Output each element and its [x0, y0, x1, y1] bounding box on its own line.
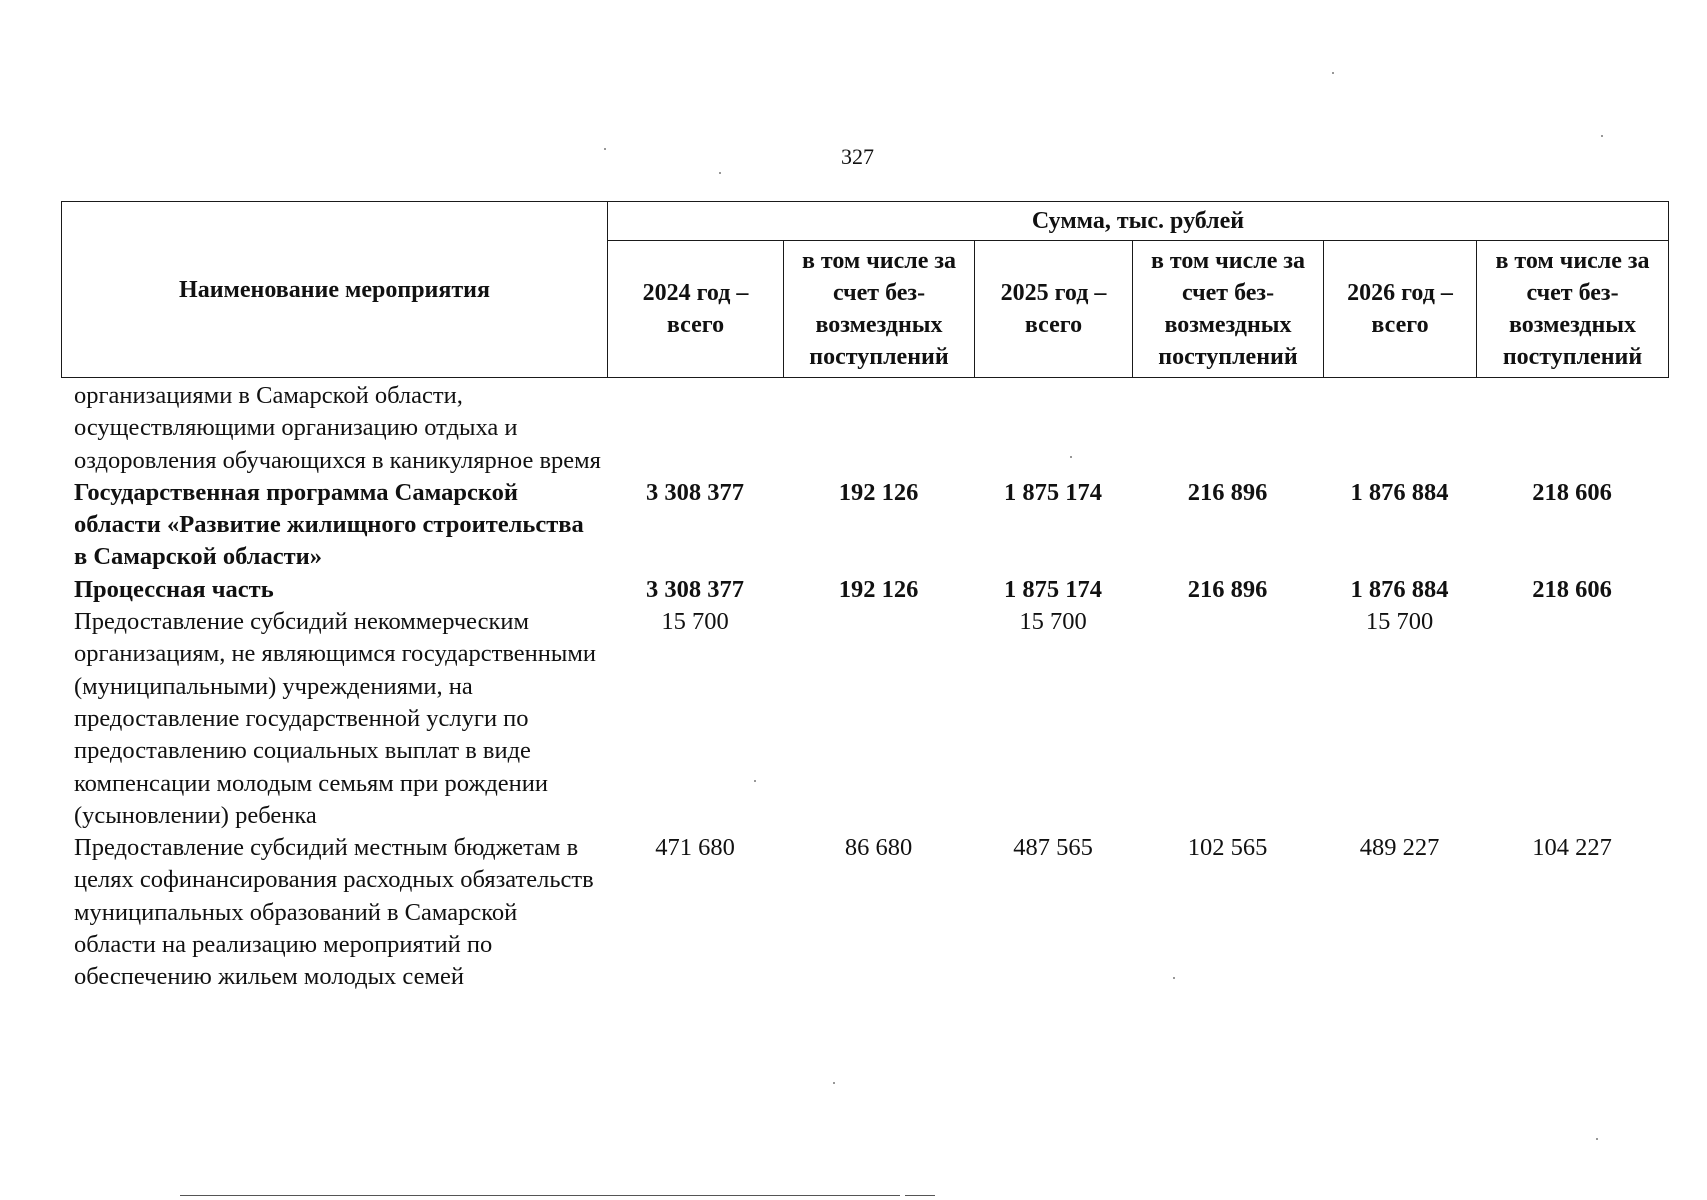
row-name: Предоставление субсидий местным бюджетам в целях софинансирования расходных обязательств муниципальных образований в Самарской области на реализацию мероприятий по обеспечению жильем молодых семей — [74, 834, 594, 991]
row-value-2026-total: 489 227 — [1359, 834, 1440, 862]
header-col-2025-total: 2025 год – всего — [975, 241, 1133, 378]
table-row — [61, 832, 1668, 993]
row-value-2025-grants — [1132, 380, 1323, 477]
row-value-2026-grants — [1476, 380, 1668, 477]
row-value-2025-total: 1 875 174 — [1004, 478, 1102, 506]
row-value-2026-total: 1 876 884 — [1350, 575, 1449, 603]
row-value-2026-grants: 104 227 — [1532, 834, 1612, 862]
row-value-2025-grants: 216 896 — [1187, 575, 1268, 603]
row-value-2025-total: 15 700 — [1019, 608, 1087, 636]
row-value-2024-total — [607, 380, 783, 477]
table-row — [61, 380, 1668, 477]
row-value-2026-total: 1 876 884 — [1350, 478, 1449, 506]
header-col-2024-total: 2024 год – всего — [608, 241, 784, 378]
row-value-2026-total: 15 700 — [1365, 608, 1434, 636]
row-name: Государственная программа Самарской области «Развитие жилищного строительства в Самарской области» — [74, 478, 584, 571]
row-name: Процессная часть — [74, 575, 274, 603]
scan-speck — [1601, 135, 1603, 137]
header-name-column: Наименование мероприятия — [62, 202, 608, 378]
row-value-2025-total — [974, 380, 1132, 477]
header-col-2025-grants: в том числе за счет без-возмездных поступлений — [1133, 241, 1324, 378]
header-col-2026-total: 2026 год – всего — [1324, 241, 1477, 378]
header-col-2026-grants: в том числе за счет без-возмездных поступлений — [1477, 241, 1669, 378]
row-value-2025-grants — [1132, 606, 1323, 832]
row-value-2025-grants: 102 565 — [1187, 834, 1268, 862]
row-value-2024-grants — [783, 606, 974, 832]
table-body — [61, 380, 1668, 994]
row-value-2025-total: 487 565 — [1013, 834, 1093, 862]
row-value-2024-grants: 192 126 — [838, 478, 919, 506]
row-value-2026-grants — [1476, 606, 1668, 832]
scan-speck — [833, 1082, 835, 1084]
row-name: организациями в Самарской области, осуществляющими организацию отдыха и оздоровления обучающихся в каникулярное время — [74, 382, 601, 474]
table-row — [61, 477, 1668, 574]
row-value-2024-grants — [783, 380, 974, 477]
scan-speck — [754, 780, 756, 782]
row-value-2024-total: 471 680 — [655, 834, 735, 862]
row-name: Предоставление субсидий некоммерческим организациям, не являющимся государственными (муниципальными) учреждениями, на предоставление государственной услуги по предоставлению социальных выплат в виде компенсации молодым семьям при рождении (усыновлении) ребенка — [74, 608, 596, 829]
scan-speck — [1173, 977, 1175, 979]
table-header — [61, 201, 1669, 378]
row-value-2026-grants: 218 606 — [1532, 478, 1612, 506]
scan-speck — [1596, 1138, 1598, 1140]
row-value-2025-total: 1 875 174 — [1004, 575, 1102, 603]
row-value-2026-total — [1323, 380, 1476, 477]
scan-speck — [604, 148, 606, 150]
row-value-2024-grants: 192 126 — [838, 575, 919, 603]
header-sum-group: Сумма, тыс. рублей — [608, 202, 1669, 241]
row-value-2024-total: 3 308 377 — [646, 478, 744, 506]
page-number: 327 — [841, 144, 874, 169]
header-col-2024-grants: в том числе за счет без-возмездных поступлений — [784, 241, 975, 378]
scan-speck — [719, 172, 721, 174]
scan-speck — [1332, 72, 1334, 74]
table-row — [61, 606, 1668, 832]
scan-speck — [1070, 456, 1072, 458]
row-value-2026-grants: 218 606 — [1532, 575, 1612, 603]
row-value-2024-grants: 86 680 — [844, 834, 913, 862]
footer-rule — [905, 1195, 935, 1196]
row-value-2024-total: 15 700 — [661, 608, 729, 636]
footer-rule — [180, 1195, 900, 1196]
row-value-2025-grants: 216 896 — [1187, 478, 1268, 506]
row-value-2024-total: 3 308 377 — [646, 575, 744, 603]
table-row — [61, 574, 1668, 606]
